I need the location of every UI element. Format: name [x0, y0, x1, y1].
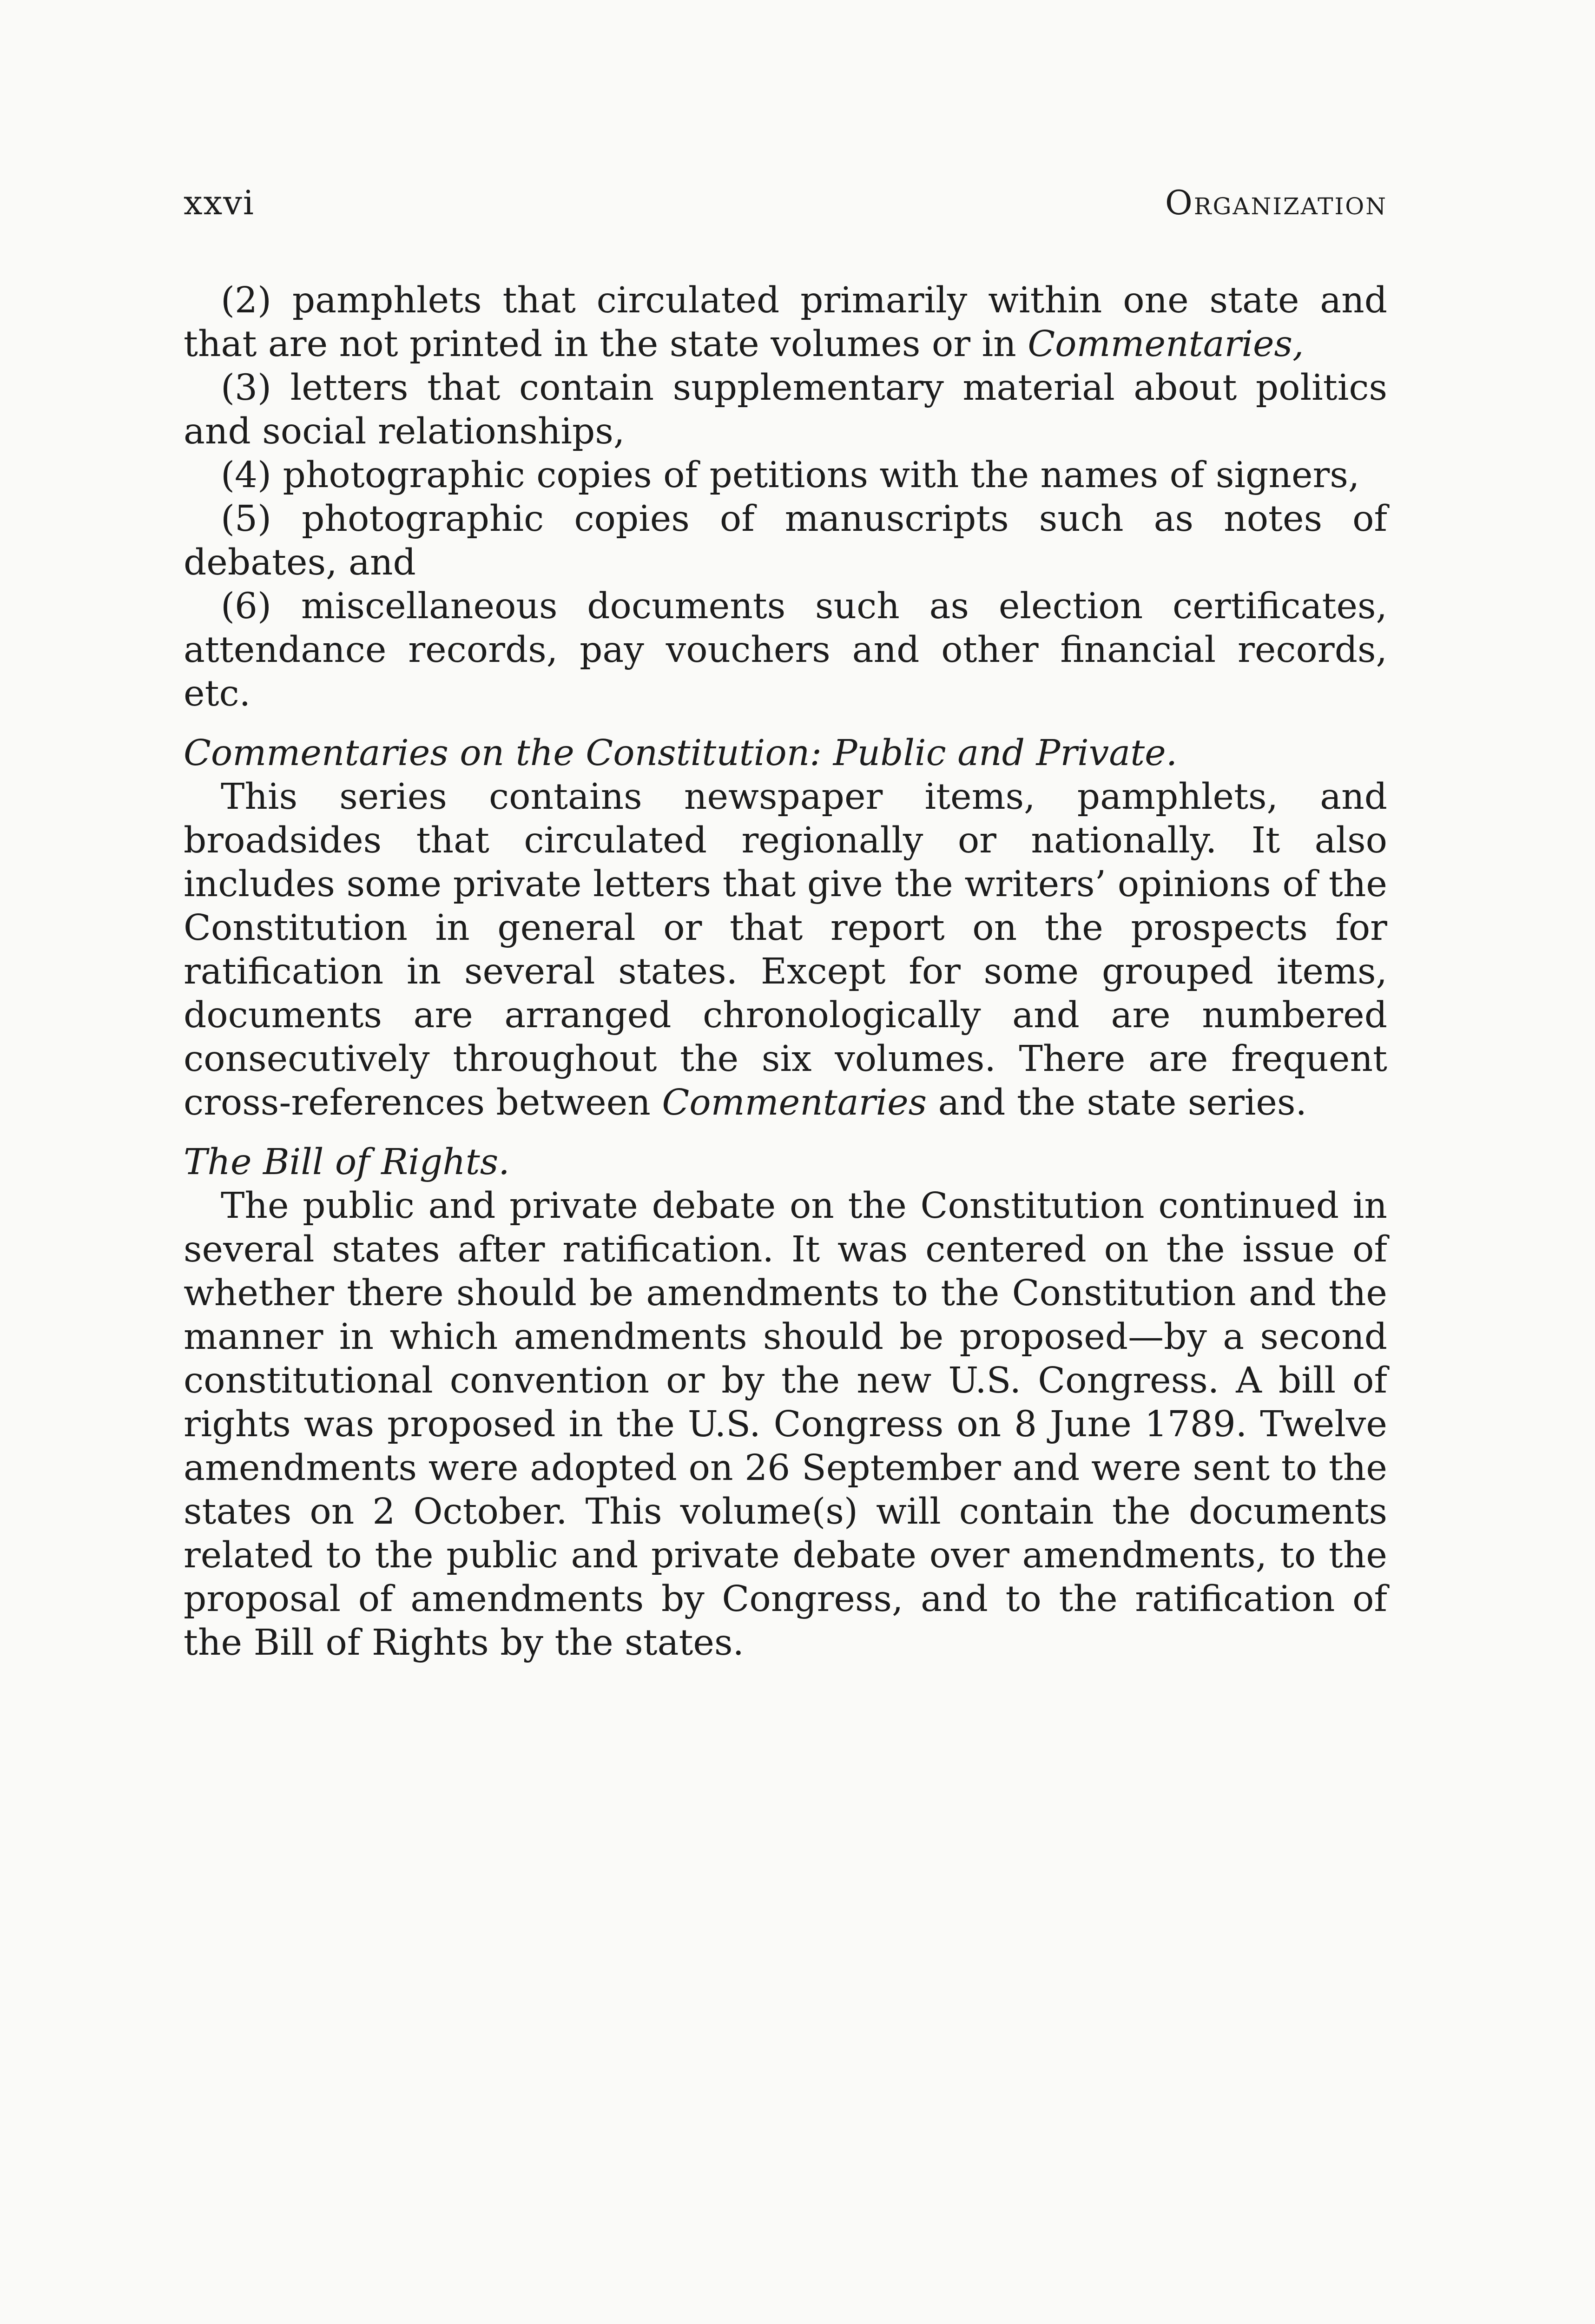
paragraph-italic: Commentaries — [662, 1082, 927, 1123]
list-item-text: (6) miscellaneous documents such as election certificates, attendance records, pay vouchers and other financial records, etc. — [184, 586, 1387, 714]
list-item-text: (3) letters that contain supplementary material about politics and social relationships, — [184, 367, 1387, 452]
bill-of-rights-paragraph: The public and private debate on the Constitution continued in several states after ratification. It was centered on the issue of whether there should be amendments to the Constitution and the manner in which amendments should be proposed—by a second constitutional convention or by the new U.S. Congress. A bill of rights was proposed in the U.S. Congress on 8 June 1789. Twelve amendments were adopted on 26 September and were sent to the states on 2 October. This volume(s) will contain the documents related to the public and private debate over amendments, to the proposal of amendments by Congress, and to the ratification of the Bill of Rights by the states. — [184, 1185, 1387, 1664]
list-item-text: (5) photographic copies of manuscripts such as notes of debates, and — [184, 498, 1387, 583]
list-item-6 — [184, 585, 1387, 716]
page-number: xxvi — [184, 183, 255, 222]
commentaries-paragraph — [184, 775, 1387, 1125]
bill-of-rights-heading: The Bill of Rights. — [184, 1142, 510, 1183]
section-title: Organization — [1165, 183, 1387, 222]
list-item-text: (2) pamphlets that circulated primarily within one state and that are not printed in the state volumes or in — [184, 280, 1387, 365]
list-item-italic: Commentaries, — [1028, 324, 1304, 365]
list-item-2 — [184, 279, 1387, 366]
paragraph-text-end: and the state series. — [927, 1082, 1307, 1123]
list-item-3 — [184, 366, 1387, 454]
paragraph-text: This series contains newspaper items, pamphlets, and broadsides that circulated regionally or nationally. It also includes some private letters that give the writers’ opinions of the Constitution in general or that report on the prospects for ratification in several states. Except for some grouped items, documents are arranged chronologically and are numbered consecutively throughout the six volumes. There are frequent cross-references between — [184, 776, 1387, 1123]
body-text — [184, 279, 1387, 1665]
commentaries-heading: Commentaries on the Constitution: Public and Private. — [184, 733, 1178, 774]
list-item-text: (4) photographic copies of petitions with the names of signers, — [221, 455, 1360, 496]
running-head — [184, 183, 1387, 232]
list-item-5 — [184, 497, 1387, 585]
list-item-4 — [184, 454, 1387, 497]
